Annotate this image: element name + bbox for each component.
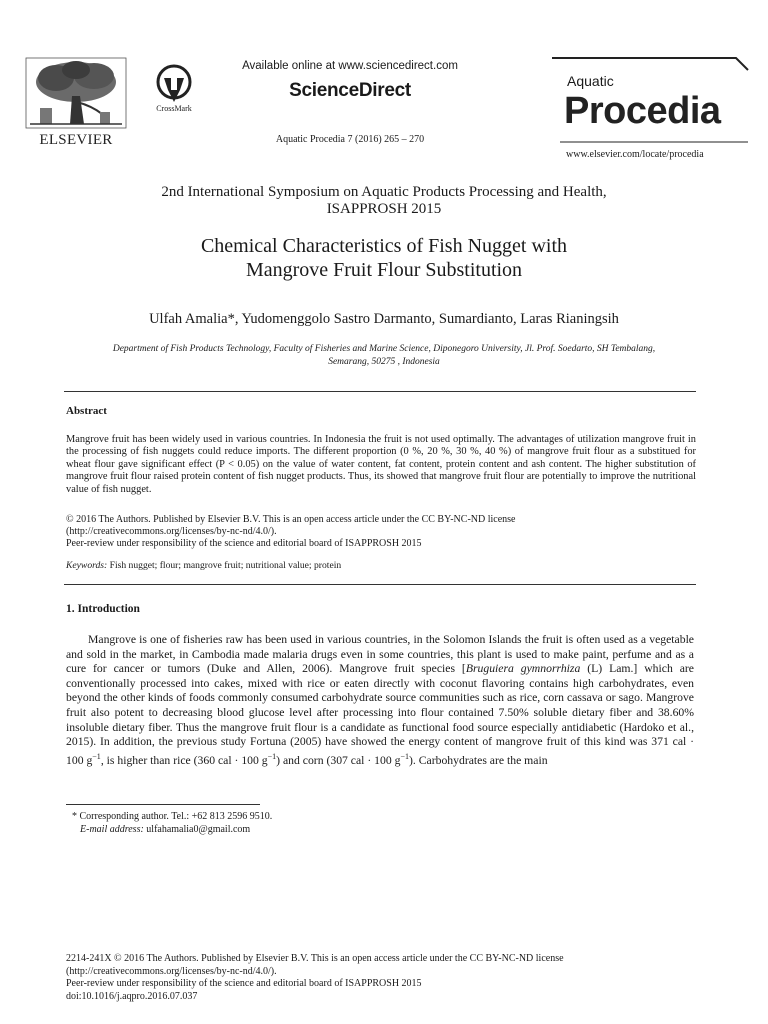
title-line-1: Chemical Characteristics of Fish Nugget with bbox=[200, 235, 568, 257]
keywords-label: Keywords: bbox=[66, 560, 108, 571]
crossmark-icon bbox=[146, 62, 202, 114]
bottom-peer-review: Peer-review under responsibility of the science and editorial board of ISAPPROSH 2015 bbox=[66, 978, 422, 989]
journal-name-procedia: Procedia bbox=[564, 90, 721, 132]
title-line-2: Mangrove Fruit Flour Substitution bbox=[245, 259, 523, 281]
symposium-line-2: ISAPPROSH 2015 bbox=[326, 201, 442, 217]
intro-text-part-b: (L) Lam.] which are conventionally processed into cakes, mixed with rice or eaten directly with coconut flavoring contains high carbohydrates, even beyond the other kinds of foods commonly consumed carbohydrate source communities such as rice, corn cassava or sago. Mangrove fruit also potent to decreasing blood glucose level after processing into flour contained 7.50% soluble dietary fiber and 38.60% insoluble dietary fiber. Thus the mangrove fruit flour is a candidate as functional food source especially antidiabetic (Hardoko et al., 2015). In addition, the previous study Fortuna (2005) have showed the energy content of mangrove fruit of this kind was 371 cal · 100 g bbox=[66, 662, 694, 767]
elsevier-tree-icon bbox=[22, 56, 130, 148]
intro-text-part-a: Mangrove is one of fisheries raw has been used in various countries, in the Solomon Islands the fruit is often used as a vegetable and sold in the market, in Cambodia made malaria drugs even in some countries, this plant is used to make paint, perfume and as a cure for cancer or tumors (Duke and Allen, 2006). Mangrove fruit species [ bbox=[66, 633, 694, 676]
peer-review-line: Peer-review under responsibility of the science and editorial board of ISAPPROSH 2015 bbox=[66, 538, 422, 550]
email-label: E-mail address: bbox=[80, 824, 144, 835]
footnote-email-line bbox=[72, 823, 692, 836]
paper-title bbox=[60, 234, 708, 282]
introduction-paragraph bbox=[66, 633, 694, 768]
keywords bbox=[66, 560, 696, 571]
unit-exponent: −1 bbox=[267, 751, 277, 761]
affiliation bbox=[64, 343, 704, 369]
abstract-heading: Abstract bbox=[66, 405, 107, 417]
elsevier-logo bbox=[22, 56, 130, 148]
issn-copyright-line: 2214-241X © 2016 The Authors. Published by Elsevier B.V. This is an open access article under the CC BY-NC-ND license bbox=[66, 953, 564, 964]
available-online-text: Available online at www.sciencedirect.com bbox=[242, 60, 458, 72]
journal-citation: Aquatic Procedia 7 (2016) 265 – 270 bbox=[275, 134, 425, 145]
journal-name-aquatic: Aquatic bbox=[567, 73, 614, 89]
sciencedirect-logo: ScienceDirect bbox=[289, 80, 411, 101]
copyright-notice bbox=[66, 514, 696, 551]
intro-text-part-e: ). Carbohydrates are the main bbox=[408, 753, 548, 767]
crossmark-badge[interactable] bbox=[146, 62, 202, 114]
intro-text-part-d: ) and corn (307 cal · 100 g bbox=[276, 753, 401, 767]
abstract-text: Mangrove fruit has been widely used in various countries. In Indonesia the fruit is not used optimally. The advantages of utilization mangrove fruit in the processing of fish nuggets could reduce imports. The different proportion (0 %, 20 %, 30 %, 40 %) of mangrove fruit flour as a substitued for wheat flour gave significant effect (P < 0.05) on the value of water content, fat content, protein content and ash content. The higher substitution of mangrove fruit flour raised protein content of fish nugget products. Thus, its showed that mangrove fruit flour are potentially to improve the nutritional value of fish nugget. bbox=[66, 434, 696, 495]
symposium-line-1: 2nd International Symposium on Aquatic Products Processing and Health, bbox=[161, 184, 607, 200]
license-link[interactable]: (http://creativecommons.org/licenses/by-nc-nd/4.0/). bbox=[66, 526, 277, 538]
affiliation-line-2: Semarang, 50275 , Indonesia bbox=[328, 357, 440, 367]
copyright-line-1: © 2016 The Authors. Published by Elsevier B.V. This is an open access article under the CC BY-NC-ND license bbox=[66, 514, 516, 525]
footnote-contact: * Corresponding author. Tel.: +62 813 2596 9510. bbox=[72, 811, 273, 822]
bottom-matter bbox=[66, 953, 706, 1003]
unit-exponent: −1 bbox=[400, 751, 409, 761]
elsevier-wordmark: ELSEVIER bbox=[39, 132, 113, 148]
affiliation-line-1: Department of Fish Products Technology, Faculty of Fisheries and Marine Science, Diponegoro University, Jl. Prof. Soedarto, SH Tembalang, bbox=[112, 344, 656, 354]
intro-text-part-c: , is higher than rice (360 cal · 100 g bbox=[100, 753, 268, 767]
doi-link[interactable]: doi:10.1016/j.aqpro.2016.07.037 bbox=[66, 990, 198, 1002]
journal-url-link[interactable]: www.elsevier.com/locate/procedia bbox=[566, 149, 704, 160]
unit-exponent: −1 bbox=[92, 751, 101, 761]
crossmark-label: CrossMark bbox=[156, 104, 192, 113]
abstract-bottom-rule bbox=[64, 584, 696, 585]
section-heading-introduction: 1. Introduction bbox=[66, 603, 140, 615]
email-address[interactable]: ulfahamalia0@gmail.com bbox=[146, 824, 251, 835]
abstract-top-rule bbox=[64, 391, 696, 392]
keywords-list: Fish nugget; flour; mangrove fruit; nutritional value; protein bbox=[109, 560, 342, 571]
species-name: Bruguiera gymnorrhiza bbox=[465, 662, 581, 676]
bottom-license-link[interactable]: (http://creativecommons.org/licenses/by-nc-nd/4.0/). bbox=[66, 965, 277, 977]
symposium-name bbox=[60, 184, 708, 218]
author-list: Ulfah Amalia*, Yudomenggolo Sastro Darmanto, Sumardianto, Laras Rianingsih bbox=[149, 311, 619, 327]
footnote-rule bbox=[66, 804, 260, 805]
corresponding-author-footnote bbox=[72, 810, 692, 836]
